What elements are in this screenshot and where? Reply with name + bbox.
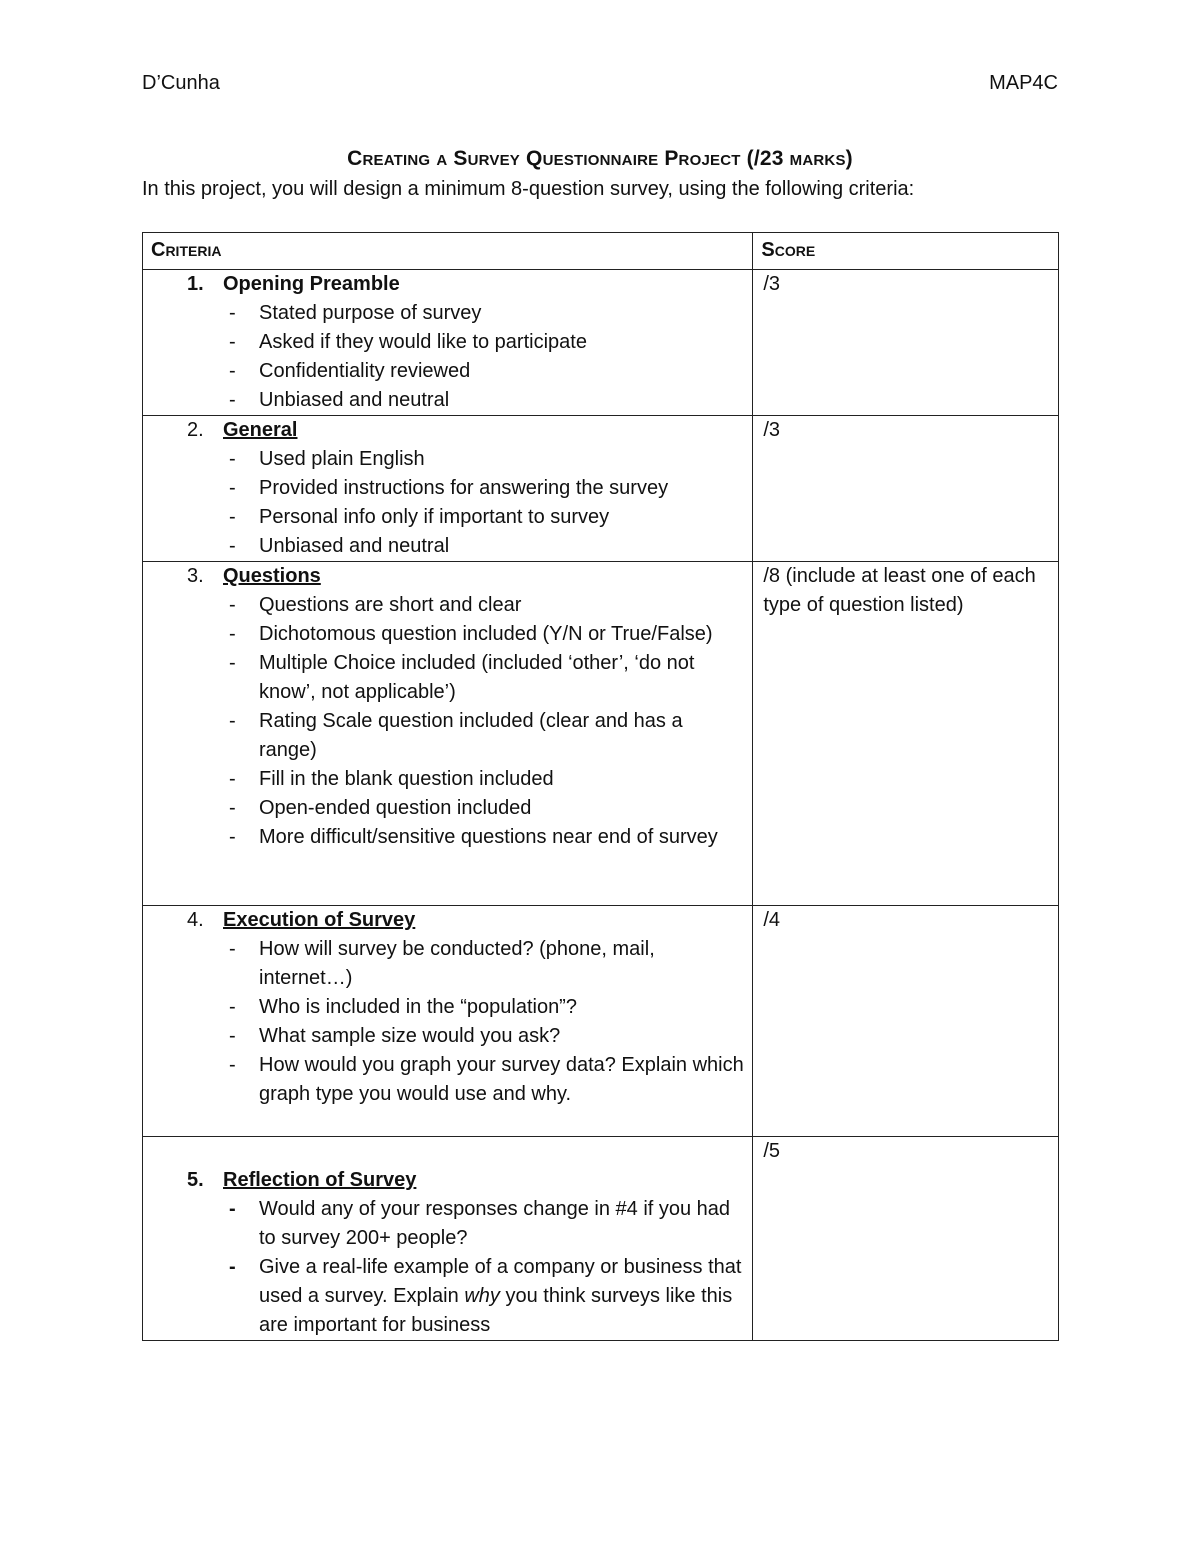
list-item: - Multiple Choice included (included ‘other’, ‘do not know’, not applicable’) [229,652,695,703]
list-item: - Unbiased and neutral [229,535,450,557]
section-number: 4. [187,909,204,931]
section-heading [151,1166,744,1195]
section-number: 3. [187,565,204,587]
section-number: 2. [187,419,204,441]
list-item: - How would you graph your survey data? Explain which graph type you would use and why. [229,1054,744,1105]
score-value: /4 [763,909,781,931]
list-item: - Confidentiality reviewed [229,360,471,382]
table-row [143,562,1059,906]
section-title: Execution of Survey [223,909,416,931]
criteria-cell [143,906,753,1137]
list-item: - Unbiased and neutral [229,389,450,411]
score-value: /8 (include at least one of each type of question listed) [763,565,1036,616]
list-item: - Rating Scale question included (clear and has a range) [229,710,683,761]
score-cell [753,906,1059,1137]
section-heading [151,270,744,299]
list-item: - Personal info only if important to survey [229,506,610,528]
score-cell [753,562,1059,906]
criteria-list [151,299,744,415]
criteria-cell [143,416,753,562]
criteria-list [151,591,744,852]
table-header-row [143,233,1059,270]
section-title: Questions [223,565,321,587]
table-row [143,416,1059,562]
table-row [143,1137,1059,1341]
section-number: 1. [187,273,204,295]
list-item: - Provided instructions for answering the survey [229,477,669,499]
section-title: Opening Preamble [223,273,400,295]
list-item: - Give a real-life example of a company or business that used a survey. Explain why you think surveys like this are important for business [229,1256,742,1336]
list-item: - What sample size would you ask? [229,1025,561,1047]
list-item: - Questions are short and clear [229,594,522,616]
criteria-list [151,445,744,561]
page-title: Creating a Survey Questionnaire Project (/23 marks) [347,147,853,170]
score-cell [753,270,1059,416]
criteria-cell [143,270,753,416]
section-heading [151,906,744,935]
list-item: - Used plain English [229,448,425,470]
header-author: D’Cunha [142,72,220,94]
list-item: - Open-ended question included [229,797,532,819]
section-heading [151,562,744,591]
list-item: - Stated purpose of survey [229,302,482,324]
intro-text: In this project, you will design a minimum 8-question survey, using the following criteria: [142,178,915,200]
score-value: /3 [763,273,781,295]
section-title: Reflection of Survey [223,1169,417,1191]
list-item: - Would any of your responses change in #4 if you had to survey 200+ people? [229,1198,731,1249]
list-item: - Who is included in the “population”? [229,996,577,1018]
criteria-table [142,232,1059,1341]
list-item: - Fill in the blank question included [229,768,554,790]
criteria-cell [143,562,753,906]
criteria-list [151,935,744,1109]
score-cell [753,416,1059,562]
table-row [143,270,1059,416]
criteria-list [151,1195,744,1340]
section-number: 5. [187,1169,204,1191]
criteria-cell [143,1137,753,1341]
header-course-code: MAP4C [989,72,1058,94]
score-header: Score [753,233,1059,270]
section-heading [151,416,744,445]
score-cell [753,1137,1059,1341]
score-value: /3 [763,419,781,441]
score-value: /5 [763,1140,781,1162]
section-title: General [223,419,298,441]
list-item: - How will survey be conducted? (phone, mail, internet…) [229,938,655,989]
list-item: - Asked if they would like to participate [229,331,587,353]
list-item: - More difficult/sensitive questions near end of survey [229,826,718,848]
list-item: - Dichotomous question included (Y/N or True/False) [229,623,713,645]
table-row [143,906,1059,1137]
criteria-header: Criteria [143,233,753,270]
